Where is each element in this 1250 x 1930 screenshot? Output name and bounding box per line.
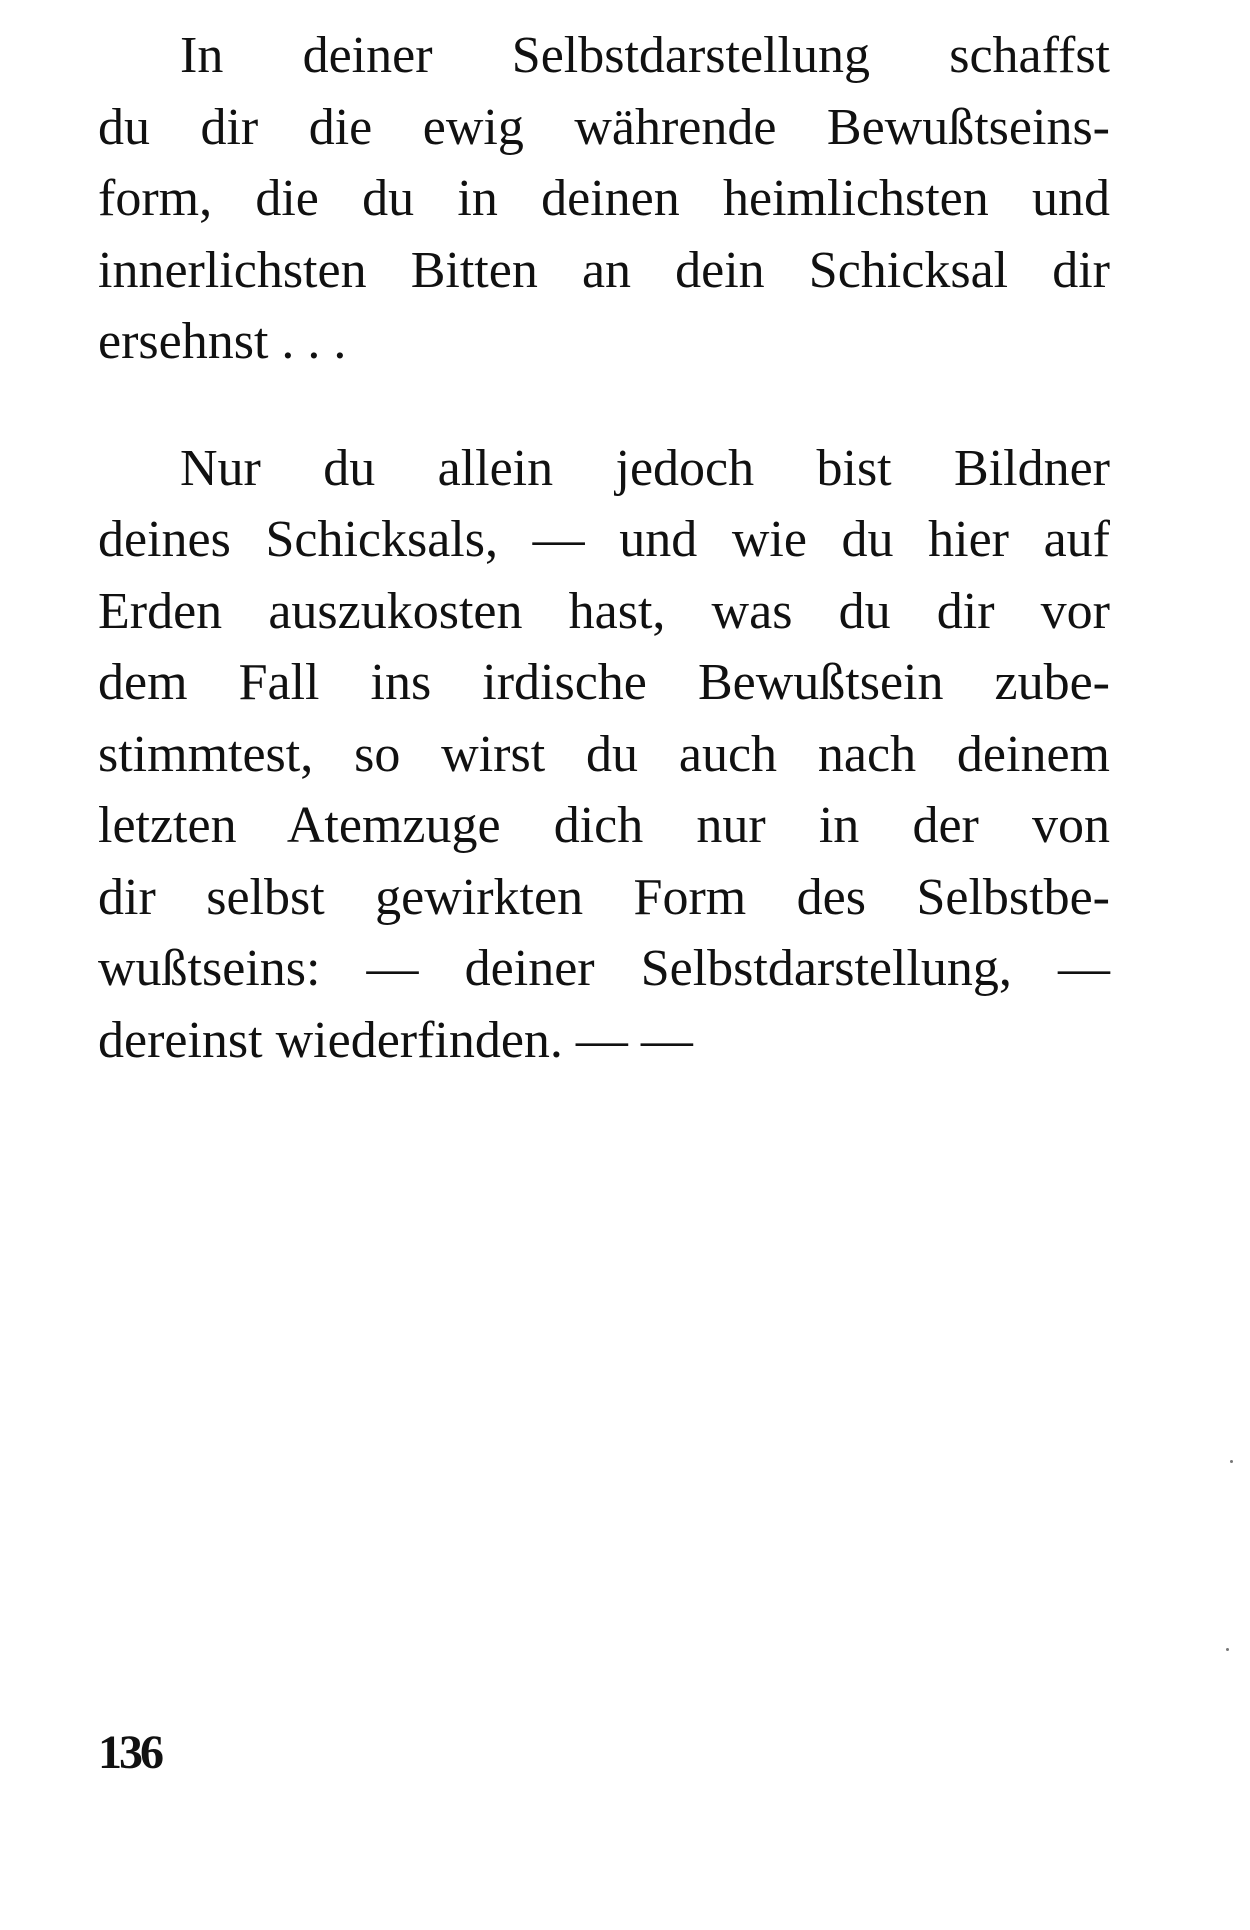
text-line: Nur du allein jedoch bist Bildner bbox=[180, 439, 1110, 497]
text-line: du dir die ewig währende Bewußtseins- bbox=[98, 98, 1110, 156]
text-line: dir selbst gewirkten Form des Selbstbe- bbox=[98, 868, 1110, 926]
paragraph-1 bbox=[98, 20, 1110, 378]
text-body bbox=[98, 20, 1110, 1076]
scan-speck bbox=[1230, 1460, 1233, 1463]
text-line: letzten Atemzuge dich nur in der von bbox=[98, 797, 1110, 854]
text-line: Erden auszukosten hast, was du dir vor bbox=[98, 582, 1110, 640]
text-line: deines Schicksals, — und wie du hier auf bbox=[98, 511, 1110, 568]
text-line: innerlichsten Bitten an dein Schicksal dir bbox=[98, 241, 1110, 299]
text-line: dereinst wiederfinden. — — bbox=[98, 1011, 693, 1069]
text-line: stimmtest, so wirst du auch nach deinem bbox=[98, 725, 1110, 783]
text-line: In deiner Selbstdarstellung schaffst bbox=[180, 27, 1110, 84]
text-line: form, die du in deinen heimlichsten und bbox=[98, 170, 1110, 227]
text-line: ersehnst . . . bbox=[98, 313, 347, 370]
text-line: wußtseins: — deiner Selbstdarstellung, — bbox=[98, 940, 1110, 997]
page-number: 136 bbox=[98, 1726, 161, 1779]
paragraph-2 bbox=[98, 433, 1110, 1077]
scan-speck bbox=[1226, 1648, 1229, 1651]
text-line: dem Fall ins irdische Bewußtsein zube- bbox=[98, 654, 1110, 711]
